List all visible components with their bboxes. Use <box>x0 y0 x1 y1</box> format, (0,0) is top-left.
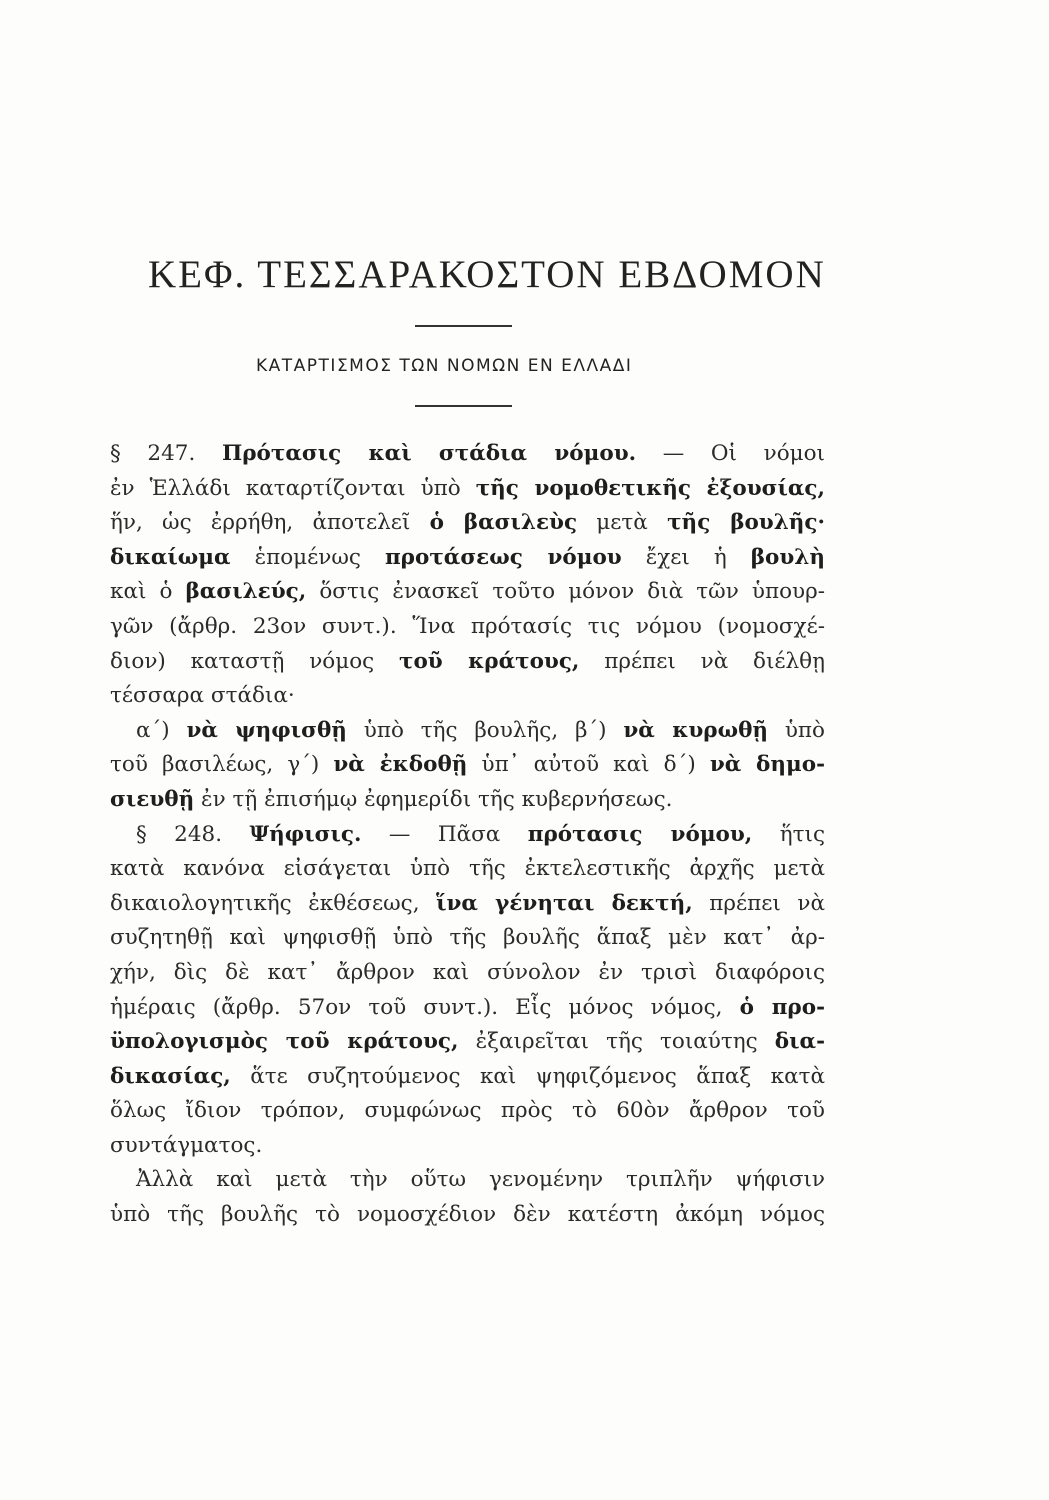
text-run: — Πᾶσα <box>361 821 528 847</box>
body-text <box>110 437 825 1233</box>
text-line <box>110 714 825 749</box>
bold-term: δικασίας, <box>110 1063 231 1089</box>
bold-term: πρότασις νόμου, <box>527 821 753 847</box>
text-line <box>110 1094 825 1129</box>
text-run: ἥτις <box>752 821 825 847</box>
text-run: — Οἱ νόμοι <box>636 441 825 466</box>
text-line <box>110 610 825 645</box>
text-run: ὑπὸ <box>768 717 825 743</box>
divider-rule-bottom <box>415 405 512 407</box>
text-line <box>110 956 825 991</box>
bold-term: βασιλεύς, <box>185 579 307 605</box>
bold-term: ὁ προ- <box>739 994 825 1020</box>
bold-term: Πρότασις καὶ στάδια νόμου. <box>221 441 637 466</box>
chapter-subtitle: ΚΑΤΑΡΤΙΣΜΟΣ ΤΩΝ ΝΟΜΩΝ ΕΝ ΕΛΛΑΔΙ <box>256 356 633 376</box>
text-run: μετὰ <box>577 510 668 536</box>
text-run: α΄) <box>136 717 187 743</box>
bold-term: δια- <box>774 1029 825 1055</box>
bold-term: δικαίωμα <box>110 544 231 570</box>
text-run: ἑπομένως <box>230 544 385 570</box>
text-line <box>110 748 825 783</box>
text-run: ἅτε συζητούμενος καὶ ψηφιζόμενος ἅπαξ κατὰ <box>230 1063 825 1089</box>
text-line <box>110 1025 825 1060</box>
text-run: ἐν τῇ ἐπισήμῳ ἐφημερίδι τῆς κυβερνήσεως. <box>194 786 673 812</box>
text-run: διον) καταστῇ νόμος <box>110 648 399 674</box>
text-run: Ἀλλὰ καὶ μετὰ τὴν οὕτω γενομένην τριπλῆν ψήφισιν <box>136 1167 825 1193</box>
text-line <box>110 506 825 541</box>
text-run: δικαιολογητικῆς ἐκθέσεως, <box>110 890 437 916</box>
divider-rule-top <box>415 325 512 327</box>
text-line <box>110 818 825 853</box>
bold-term: ὁ βασιλεὺς <box>429 510 578 536</box>
text-run: ὅλως ἴδιον τρόπον, συμφώνως πρὸς τὸ 60ὸν ἄρθρον τοῦ <box>110 1098 825 1124</box>
text-run: ὑπὸ τῆς βουλῆς, β΄) <box>346 717 624 743</box>
text-line <box>110 1163 825 1198</box>
text-line <box>110 1129 825 1164</box>
text-run: καὶ ὁ <box>110 579 186 605</box>
text-run: § 248. <box>136 821 250 847</box>
text-run: συζητηθῇ καὶ ψηφισθῇ ὑπὸ τῆς βουλῆς ἅπαξ μὲν κατ᾽ ἀρ- <box>110 925 825 951</box>
text-line <box>110 645 825 680</box>
text-run: ἡμέραις (ἄρθρ. 57ον τοῦ συντ.). Εἷς μόνος νόμος, <box>110 994 740 1020</box>
text-run: ἔχει ἡ <box>621 544 751 570</box>
text-run: ὅστις ἐνασκεῖ τοῦτο μόνον διὰ τῶν ὑπουρ- <box>306 579 825 605</box>
text-run: τέσσαρα στάδια· <box>110 683 295 709</box>
text-run: ὑπὸ τῆς βουλῆς τὸ νομοσχέδιον δὲν κατέστη ἀκόμη νόμος <box>110 1202 825 1228</box>
text-run: χήν, δὶς δὲ κατ᾽ ἄρθρον καὶ σύνολον ἐν τρισὶ διαφόροις <box>110 959 825 985</box>
text-run: ὑπ᾽ αὐτοῦ καὶ δ΄) <box>467 752 710 778</box>
text-line <box>110 887 825 922</box>
bold-term: τῆς βουλῆς· <box>667 510 826 536</box>
text-line <box>110 852 825 887</box>
text-run: πρέπει νὰ <box>692 890 825 916</box>
bold-term: ϋπολογισμὸς τοῦ κράτους, <box>110 1029 459 1055</box>
text-line <box>110 679 825 714</box>
bold-term: ἵνα γένηται δεκτή, <box>436 890 693 916</box>
bold-term: νὰ ἐκδοθῇ <box>333 752 468 778</box>
text-line <box>110 1060 825 1095</box>
text-run: τοῦ βασιλέως, γ΄) <box>110 752 334 778</box>
text-line <box>110 1198 825 1233</box>
bold-term: Ψήφισις. <box>249 821 362 847</box>
text-run: κατὰ κανόνα εἰσάγεται ὑπὸ τῆς ἐκτελεστικῆς ἀρχῆς μετὰ <box>110 856 825 882</box>
text-run: ἐξαιρεῖται τῆς τοιαύτης <box>458 1029 775 1055</box>
bold-term: σιευθῇ <box>110 786 195 812</box>
text-line <box>110 991 825 1026</box>
text-line <box>110 783 825 818</box>
text-line <box>110 541 825 576</box>
text-run: ἐν Ἑλλάδι καταρτίζονται ὑπὸ <box>110 475 476 501</box>
chapter-title: ΚΕΦ. ΤΕΣΣΑΡΑΚΟΣΤΟΝ ΕΒΔΟΜΟΝ <box>148 253 826 296</box>
text-run: γῶν (ἄρθρ. 23ον συντ.). Ἵνα πρότασίς τις νόμου (νομοσχέ- <box>110 613 825 639</box>
text-line <box>110 921 825 956</box>
bold-term: βουλὴ <box>750 544 825 570</box>
bold-term: προτάσεως νόμου <box>384 544 622 570</box>
bold-term: νὰ κυρωθῇ <box>623 717 769 743</box>
bold-term: νὰ δημο- <box>709 752 825 778</box>
text-run: § 247. <box>110 441 222 466</box>
text-run: ἥν, ὡς ἐρρήθη, ἀποτελεῖ <box>110 510 430 536</box>
text-run: πρέπει νὰ διέλθῃ <box>579 648 825 674</box>
text-line <box>110 437 825 472</box>
bold-term: νὰ ψηφισθῇ <box>186 717 347 743</box>
text-line <box>110 575 825 610</box>
bold-term: τοῦ κράτους, <box>398 648 580 674</box>
bold-term: τῆς νομοθετικῆς ἐξουσίας, <box>475 475 825 501</box>
text-run: συντάγματος. <box>110 1132 263 1158</box>
text-line <box>110 472 825 507</box>
